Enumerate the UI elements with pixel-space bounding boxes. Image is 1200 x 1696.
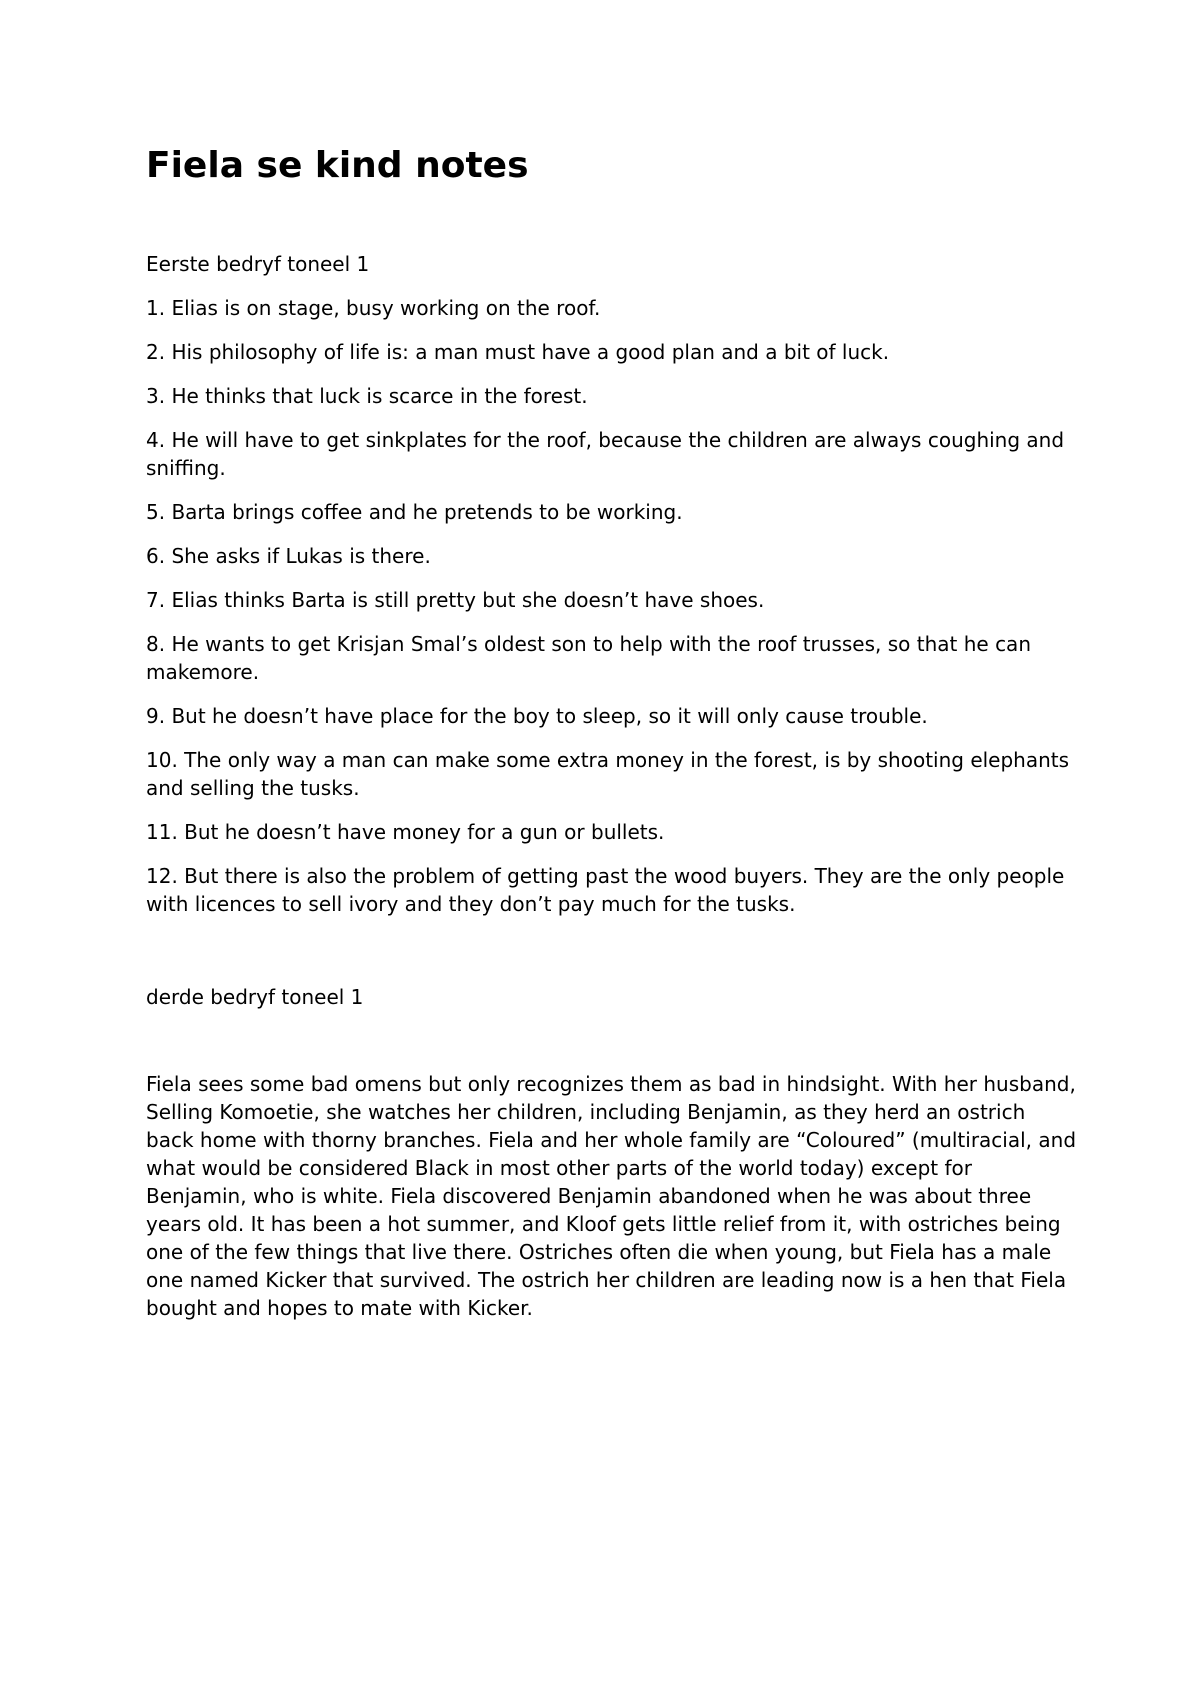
list-item: 7. Elias thinks Barta is still pretty but she doesn’t have shoes. (146, 588, 765, 612)
list-item: 8. He wants to get Krisjan Smal’s oldest son to help with the roof trusses, so that he can makemore. (146, 632, 1031, 684)
summary-paragraph: Fiela sees some bad omens but only recognizes them as bad in hindsight. With her husband, Selling Komoetie, she watches her children, including Benjamin, as they herd an ostrich back home with thorny branches. Fiela and her whole family are “Coloured” (multiracial, and what would be considered Black in most other parts of the world today) except for Benjamin, who is white. Fiela discovered Benjamin abandoned when he was about three years old. It has been a hot summer, and Kloof gets little relief from it, with ostriches being one of the few things that live there. Ostriches often die when young, but Fiela has a male one named Kicker that survived. The ostrich her children are leading now is a hen that Fiela bought and hopes to mate with Kicker. (146, 1072, 1077, 1320)
list-item: 4. He will have to get sinkplates for the roof, because the children are always coughing and sniffing. (146, 428, 1065, 480)
list-item: 10. The only way a man can make some extra money in the forest, is by shooting elephants and selling the tusks. (146, 748, 1070, 800)
list-item: 9. But he doesn’t have place for the boy to sleep, so it will only cause trouble. (146, 704, 928, 728)
notes-list (146, 294, 1076, 934)
section-heading-act1: Eerste bedryf toneel 1 (146, 252, 370, 276)
section-heading-act3: derde bedryf toneel 1 (146, 985, 364, 1009)
list-item: 12. But there is also the problem of getting past the wood buyers. They are the only people with licences to sell ivory and they don’t pay much for the tusks. (146, 864, 1065, 916)
list-item: 5. Barta brings coffee and he pretends to be working. (146, 500, 683, 524)
list-item: 3. He thinks that luck is scarce in the forest. (146, 384, 588, 408)
list-item: 11. But he doesn’t have money for a gun or bullets. (146, 820, 665, 844)
list-item: 2. His philosophy of life is: a man must have a good plan and a bit of luck. (146, 340, 890, 364)
list-item: 6. She asks if Lukas is there. (146, 544, 431, 568)
document-title: Fiela se kind notes (146, 145, 529, 186)
list-item: 1. Elias is on stage, busy working on the roof. (146, 296, 601, 320)
